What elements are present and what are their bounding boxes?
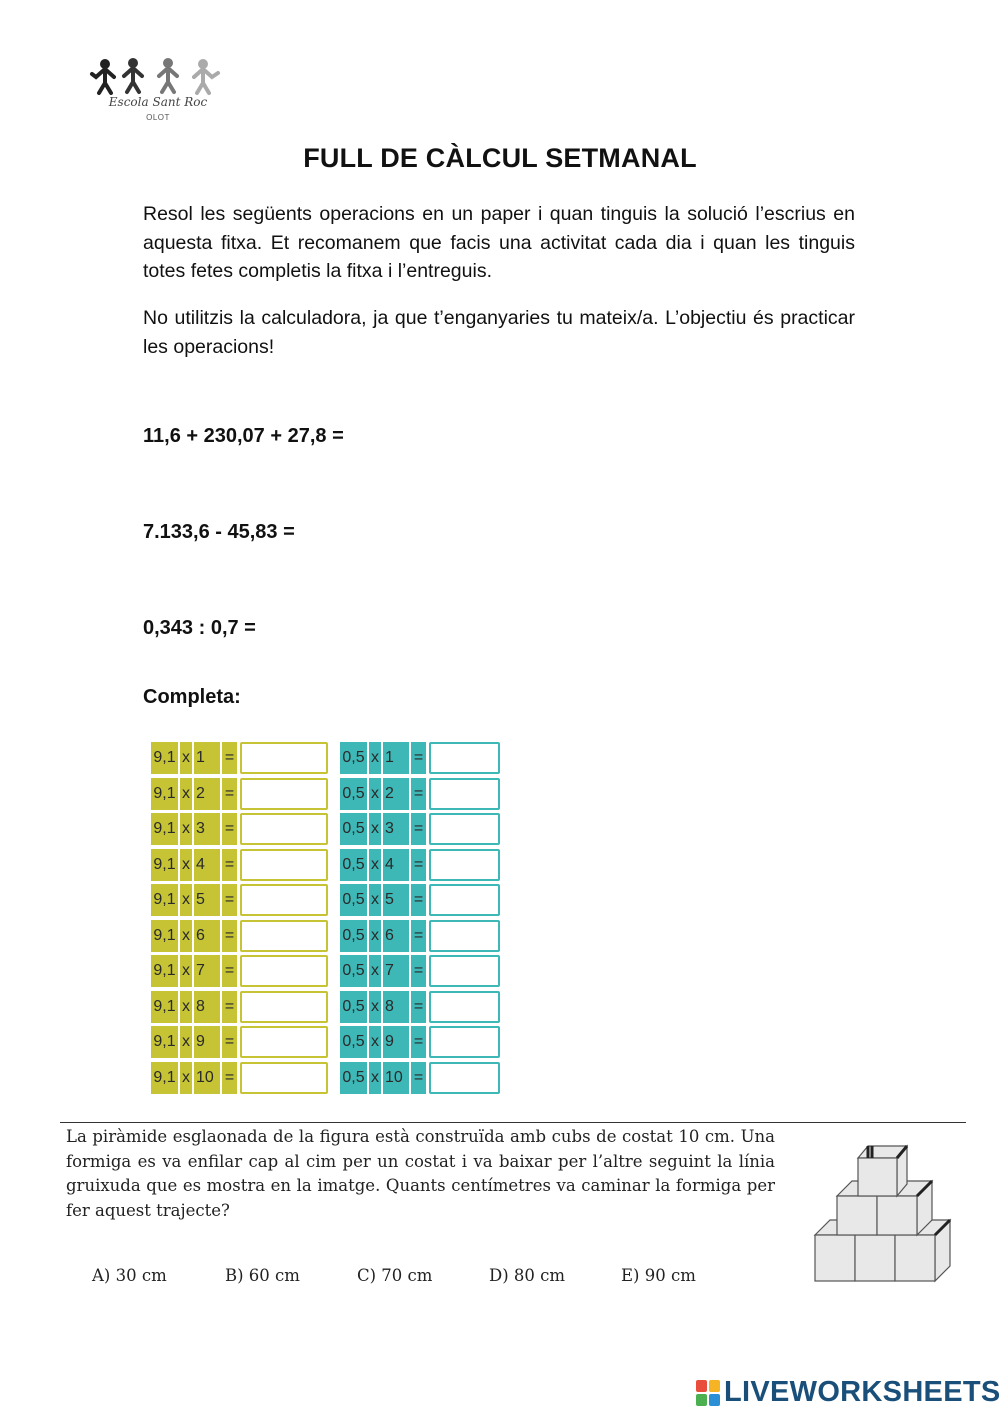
- table-row: [339, 777, 500, 811]
- table-row: [150, 919, 328, 953]
- times-sign-cell: x: [368, 741, 382, 775]
- equals-cell: =: [410, 777, 427, 811]
- answer-input[interactable]: [240, 955, 328, 987]
- factor-cell: 9,1: [150, 919, 179, 953]
- answer-input[interactable]: [240, 813, 328, 845]
- equals-cell: =: [221, 777, 238, 811]
- multiplier-cell: 6: [382, 919, 410, 953]
- choice-c[interactable]: C) 70 cm: [357, 1266, 433, 1285]
- table-row: [150, 1025, 328, 1059]
- equals-cell: =: [410, 741, 427, 775]
- equals-cell: =: [410, 919, 427, 953]
- equals-cell: =: [221, 741, 238, 775]
- liveworksheets-brand: [696, 1376, 1000, 1409]
- times-sign-cell: x: [368, 1025, 382, 1059]
- problem-statement: La piràmide esglaonada de la figura està construïda amb cubs de costat 10 cm. Una formiga es va enfilar cap al cim per un costat i va baixar per l’altre seguint la línia gruixuda que es mostra en la imatge. Quants centímetres va caminar la formiga per fer aquest trajecte?: [66, 1127, 775, 1220]
- answer-input[interactable]: [240, 1026, 328, 1058]
- operation-2: 7.133,6 - 45,83 =: [143, 521, 295, 543]
- multiplier-cell: 3: [193, 812, 221, 846]
- equals-cell: =: [410, 883, 427, 917]
- table-row: [339, 812, 500, 846]
- multiplier-cell: 2: [193, 777, 221, 811]
- equals-cell: =: [410, 812, 427, 846]
- intro-paragraph-2: No utilitzis la calculadora, ja que t’enganyaries tu mateix/a. L’objectiu és practicar les operacions!: [143, 307, 855, 358]
- answer-input[interactable]: [429, 920, 500, 952]
- factor-cell: 0,5: [339, 954, 368, 988]
- multiplier-cell: 4: [382, 848, 410, 882]
- table-row: [339, 741, 500, 775]
- times-sign-cell: x: [179, 883, 193, 917]
- equals-cell: =: [221, 883, 238, 917]
- times-sign-cell: x: [179, 1025, 193, 1059]
- multiplier-cell: 9: [193, 1025, 221, 1059]
- answer-input[interactable]: [429, 849, 500, 881]
- times-sign-cell: x: [368, 919, 382, 953]
- table-row: [339, 883, 500, 917]
- answer-input[interactable]: [240, 884, 328, 916]
- operation-1: 11,6 + 230,07 + 27,8 =: [143, 425, 344, 447]
- table-row: [150, 1061, 328, 1095]
- complete-label: Completa:: [143, 686, 241, 708]
- multiplier-cell: 3: [382, 812, 410, 846]
- table-row: [150, 883, 328, 917]
- table-row: [150, 741, 328, 775]
- table-row: [150, 954, 328, 988]
- factor-cell: 9,1: [150, 777, 179, 811]
- multiplier-cell: 5: [193, 883, 221, 917]
- factor-cell: 0,5: [339, 990, 368, 1024]
- factor-cell: 9,1: [150, 883, 179, 917]
- times-sign-cell: x: [368, 848, 382, 882]
- factor-cell: 0,5: [339, 777, 368, 811]
- factor-cell: 0,5: [339, 919, 368, 953]
- times-sign-cell: x: [179, 919, 193, 953]
- equals-cell: =: [410, 848, 427, 882]
- equals-cell: =: [221, 1025, 238, 1059]
- brand-text: LIVEWORKSHEETS: [724, 1376, 1000, 1408]
- choice-b[interactable]: B) 60 cm: [225, 1266, 300, 1285]
- factor-cell: 9,1: [150, 741, 179, 775]
- answer-input[interactable]: [429, 884, 500, 916]
- page-title: FULL DE CÀLCUL SETMANAL: [303, 143, 697, 173]
- choice-d[interactable]: D) 80 cm: [489, 1266, 566, 1285]
- equals-cell: =: [410, 1025, 427, 1059]
- times-sign-cell: x: [179, 954, 193, 988]
- choice-e[interactable]: E) 90 cm: [621, 1266, 696, 1285]
- stepped-pyramid-figure: [810, 1138, 960, 1283]
- equals-cell: =: [410, 954, 427, 988]
- answer-input[interactable]: [429, 778, 500, 810]
- times-sign-cell: x: [179, 1061, 193, 1095]
- multiplier-cell: 4: [193, 848, 221, 882]
- school-logo: [88, 55, 228, 130]
- multiplier-cell: 6: [193, 919, 221, 953]
- times-sign-cell: x: [179, 812, 193, 846]
- table-row: [339, 1025, 500, 1059]
- table-row: [150, 990, 328, 1024]
- answer-input[interactable]: [429, 1026, 500, 1058]
- times-sign-cell: x: [368, 777, 382, 811]
- answer-input[interactable]: [429, 742, 500, 774]
- table-row: [339, 848, 500, 882]
- table-row: [150, 777, 328, 811]
- multiplier-cell: 10: [193, 1061, 221, 1095]
- multiplier-cell: 1: [193, 741, 221, 775]
- answer-input[interactable]: [240, 991, 328, 1023]
- equals-cell: =: [221, 848, 238, 882]
- times-sign-cell: x: [179, 741, 193, 775]
- multiplier-cell: 7: [193, 954, 221, 988]
- answer-input[interactable]: [240, 742, 328, 774]
- children-holding-hands-icon: [88, 55, 228, 97]
- times-sign-cell: x: [179, 848, 193, 882]
- multiplier-cell: 8: [382, 990, 410, 1024]
- multiplier-cell: 5: [382, 883, 410, 917]
- table-row: [339, 954, 500, 988]
- factor-cell: 9,1: [150, 1025, 179, 1059]
- choice-a[interactable]: A) 30 cm: [92, 1266, 167, 1285]
- factor-cell: 0,5: [339, 1061, 368, 1095]
- answer-input[interactable]: [429, 991, 500, 1023]
- times-sign-cell: x: [368, 1061, 382, 1095]
- equals-cell: =: [221, 919, 238, 953]
- answer-input[interactable]: [240, 849, 328, 881]
- equals-cell: =: [410, 1061, 427, 1095]
- answer-input[interactable]: [240, 778, 328, 810]
- times-sign-cell: x: [368, 812, 382, 846]
- multiplier-cell: 1: [382, 741, 410, 775]
- multiplier-cell: 9: [382, 1025, 410, 1059]
- multiplier-cell: 10: [382, 1061, 410, 1095]
- answer-input[interactable]: [240, 920, 328, 952]
- multiplier-cell: 7: [382, 954, 410, 988]
- answer-choices: [0, 1266, 760, 1292]
- answer-input[interactable]: [429, 813, 500, 845]
- times-sign-cell: x: [368, 954, 382, 988]
- intro-paragraph-1: Resol les següents operacions en un paper i quan tinguis la solució l’escrius en aquesta fitxa. Et recomanem que facis una activitat cada dia i quan les tinguis totes fetes completis la fitxa i l’entreguis.: [143, 203, 855, 282]
- table-row: [339, 1061, 500, 1095]
- factor-cell: 9,1: [150, 954, 179, 988]
- table-row: [339, 990, 500, 1024]
- operation-3: 0,343 : 0,7 =: [143, 617, 256, 639]
- factor-cell: 9,1: [150, 1061, 179, 1095]
- factor-cell: 9,1: [150, 848, 179, 882]
- equals-cell: =: [221, 812, 238, 846]
- factor-cell: 0,5: [339, 883, 368, 917]
- table-row: [339, 919, 500, 953]
- answer-input[interactable]: [429, 955, 500, 987]
- equals-cell: =: [221, 990, 238, 1024]
- factor-cell: 0,5: [339, 741, 368, 775]
- times-sign-cell: x: [368, 883, 382, 917]
- times-sign-cell: x: [179, 990, 193, 1024]
- multiplier-cell: 8: [193, 990, 221, 1024]
- answer-input[interactable]: [240, 1062, 328, 1094]
- school-location: OLOT: [146, 113, 170, 122]
- times-sign-cell: x: [179, 777, 193, 811]
- answer-input[interactable]: [429, 1062, 500, 1094]
- factor-cell: 0,5: [339, 848, 368, 882]
- liveworksheets-logo-icon: [696, 1380, 720, 1406]
- equals-cell: =: [410, 990, 427, 1024]
- table-row: [150, 812, 328, 846]
- times-sign-cell: x: [368, 990, 382, 1024]
- section-divider: [60, 1122, 966, 1123]
- factor-cell: 0,5: [339, 812, 368, 846]
- factor-cell: 9,1: [150, 812, 179, 846]
- school-name: Escola Sant Roc: [108, 95, 208, 109]
- table-row: [150, 848, 328, 882]
- equals-cell: =: [221, 1061, 238, 1095]
- multiplier-cell: 2: [382, 777, 410, 811]
- factor-cell: 0,5: [339, 1025, 368, 1059]
- equals-cell: =: [221, 954, 238, 988]
- factor-cell: 9,1: [150, 990, 179, 1024]
